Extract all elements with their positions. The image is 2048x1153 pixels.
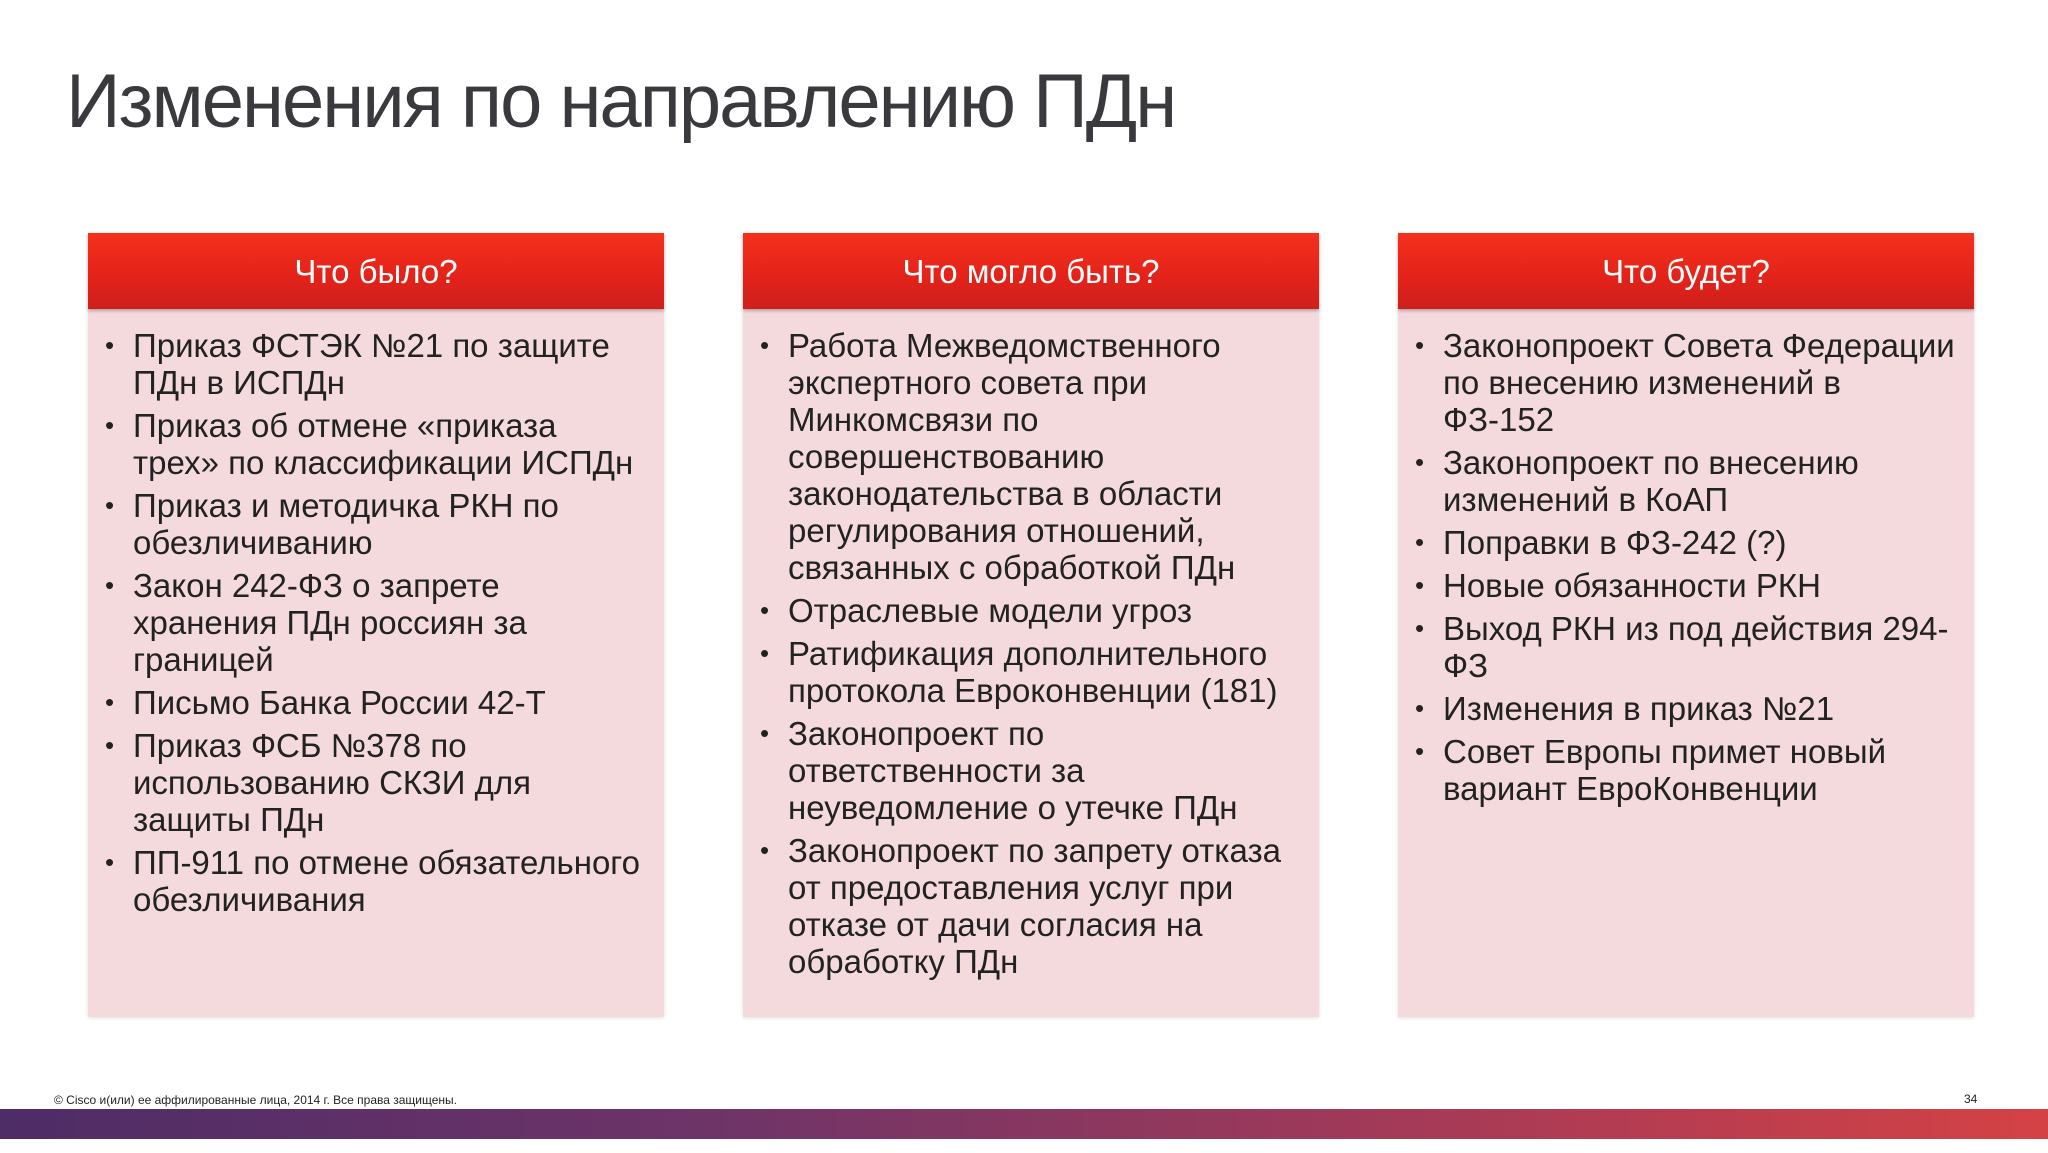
slide-title: Изменения по направлению ПДн (66, 59, 1176, 144)
column-header: Что было? (88, 233, 664, 309)
list-item-text: Закон 242-ФЗ о запрете хранения ПДн россиян за границей (133, 567, 527, 678)
list-item (1415, 690, 1960, 727)
bullet-list (1398, 309, 1974, 807)
column-what-could-be (743, 233, 1319, 1017)
list-item-text: Письмо Банка России 42-Т (133, 684, 546, 721)
list-item (760, 592, 1305, 629)
list-item (760, 327, 1305, 586)
list-item-text: Выход РКН из под действия 294-ФЗ (1443, 610, 1949, 684)
list-item-text: Ратификация дополнительного протокола Евроконвенции (181) (788, 635, 1278, 709)
list-item (105, 327, 650, 401)
bullet-list (88, 309, 664, 918)
bullet-icon: • (105, 490, 115, 520)
list-item (105, 684, 650, 721)
list-item-text: Приказ об отмене «приказа трех» по классификации ИСПДн (133, 407, 634, 481)
bullet-icon: • (105, 330, 115, 360)
bullet-icon: • (760, 330, 770, 360)
list-item-text: Отраслевые модели угроз (788, 592, 1193, 629)
list-item-text: Законопроект по внесению изменений в КоАП (1443, 444, 1859, 518)
bullet-icon: • (1415, 447, 1425, 477)
bullet-icon: • (105, 687, 115, 717)
list-item-text: Поправки в ФЗ-242 (?) (1443, 524, 1787, 561)
bullet-icon: • (1415, 613, 1425, 643)
bullet-icon: • (760, 718, 770, 748)
list-item (1415, 567, 1960, 604)
bullet-icon: • (105, 847, 115, 877)
bullet-icon: • (760, 835, 770, 865)
list-item (1415, 524, 1960, 561)
list-item-text: Законопроект Совета Федерации по внесению изменений в ФЗ-152 (1443, 327, 1955, 438)
column-header: Что могло быть? (743, 233, 1319, 309)
page-number: 34 (1964, 1092, 1978, 1106)
bullet-icon: • (760, 595, 770, 625)
bullet-icon: • (1415, 330, 1425, 360)
list-item (105, 407, 650, 481)
list-item-text: Законопроект по ответственности за неуведомление о утечке ПДн (788, 715, 1238, 826)
list-item (1415, 610, 1960, 684)
list-item (1415, 444, 1960, 518)
list-item-text: Приказ ФСБ №378 по использованию СКЗИ для защиты ПДн (133, 727, 531, 838)
list-item-text: Изменения в приказ №21 (1443, 690, 1835, 727)
bullet-icon: • (105, 570, 115, 600)
footer-copyright: © Cisco и(или) ее аффилированные лица, 2014 г. Все права защищены. (54, 1093, 457, 1107)
list-item (105, 567, 650, 678)
bullet-icon: • (1415, 693, 1425, 723)
list-item-text: Совет Европы примет новый вариант ЕвроКонвенции (1443, 733, 1887, 807)
list-item-text: Законопроект по запрету отказа от предоставления услуг при отказе от дачи согласия на обработку ПДн (788, 832, 1281, 980)
list-item-text: Приказ и методичка РКН по обезличиванию (133, 487, 559, 561)
list-item (105, 487, 650, 561)
column-what-will-be (1398, 233, 1974, 1017)
column-what-was (88, 233, 664, 1017)
list-item (1415, 327, 1960, 438)
list-item (105, 727, 650, 838)
list-item (760, 635, 1305, 709)
bullet-icon: • (760, 638, 770, 668)
bullet-list (743, 309, 1319, 980)
list-item-text: ПП-911 по отмене обязательного обезличивания (133, 844, 640, 918)
bullet-icon: • (1415, 570, 1425, 600)
list-item-text: Новые обязанности РКН (1443, 567, 1821, 604)
list-item (1415, 733, 1960, 807)
bullet-icon: • (1415, 736, 1425, 766)
column-header: Что будет? (1398, 233, 1974, 309)
bullet-icon: • (105, 730, 115, 760)
bullet-icon: • (1415, 527, 1425, 557)
list-item (105, 844, 650, 918)
list-item-text: Работа Межведомственного экспертного совета при Минкомсвязи по совершенствованию законодательства в области регулирования отношений, связанных с обработкой ПДн (788, 327, 1236, 586)
bullet-icon: • (105, 410, 115, 440)
list-item-text: Приказ ФСТЭК №21 по защите ПДн в ИСПДн (133, 327, 610, 401)
list-item (760, 832, 1305, 980)
footer-gradient-band (0, 1109, 2048, 1139)
list-item (760, 715, 1305, 826)
